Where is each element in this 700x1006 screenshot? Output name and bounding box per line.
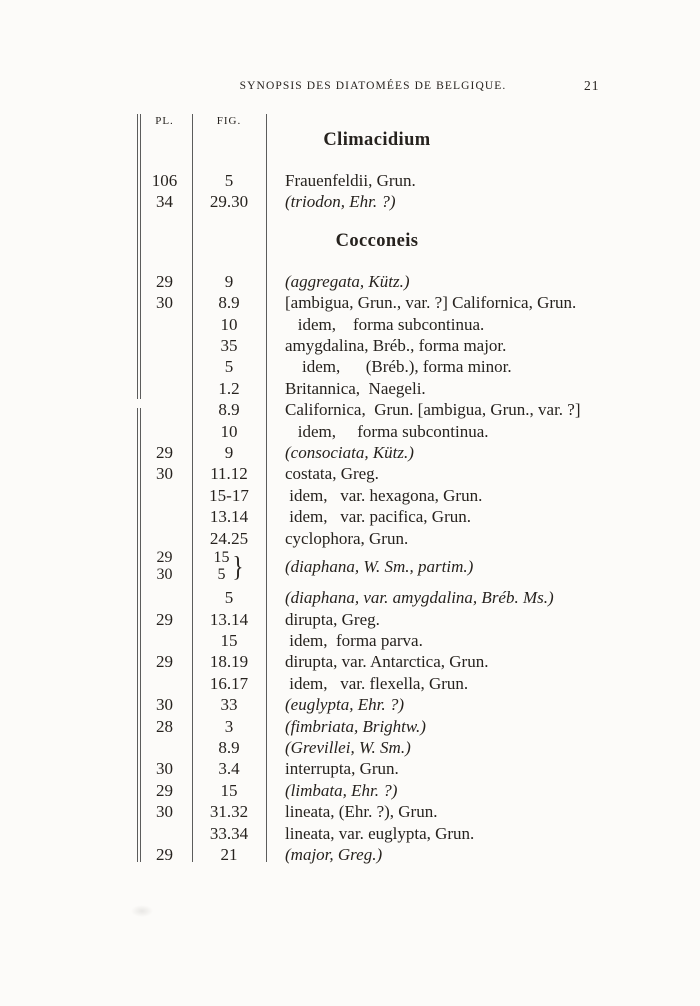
fig-cell: 9 [224, 443, 234, 463]
left-double-rule-outer [137, 114, 138, 862]
column-header-pl: PL. [155, 115, 174, 127]
species-name: (fimbriata, Brightw.) [285, 716, 426, 736]
fig-cell: 13.14 [209, 609, 249, 629]
species-name: idem, forma subcontinua. [285, 421, 489, 441]
table-row [137, 292, 682, 313]
pl-cell [137, 421, 192, 442]
pl-cell [137, 399, 192, 420]
species-name: (diaphana, W. Sm., partim.) [285, 556, 474, 576]
species-name: dirupta, Greg. [285, 609, 380, 629]
pl-cell [137, 673, 192, 694]
scan-smudge [131, 905, 153, 917]
pl-cell [137, 528, 192, 549]
fig-cell: 1.2 [218, 378, 240, 398]
pl-cell: 28 [156, 716, 173, 736]
pl-cell: 30 [156, 802, 173, 822]
pl-cell [137, 587, 192, 608]
species-name: cyclophora, Grun. [285, 528, 409, 548]
table-row [137, 609, 682, 630]
synopsis-table [137, 112, 682, 864]
pl-cell [137, 630, 192, 651]
pl-cell: 30 [156, 293, 173, 313]
species-name: costata, Greg. [285, 464, 379, 484]
table-row [137, 758, 682, 779]
species-name: lineata, var. euglypta, Grun. [285, 823, 475, 843]
table-row [137, 651, 682, 672]
fig-cell: 5 [224, 588, 234, 608]
table-row [137, 170, 682, 191]
brace-glyph: } [231, 550, 244, 583]
running-header: SYNOPSIS DES DIATOMÉES DE BELGIQUE. [239, 80, 507, 92]
column-header-fig: FIG. [216, 115, 242, 127]
fig-cell: 15 [220, 780, 238, 800]
species-name: dirupta, var. Antarctica, Grun. [285, 652, 489, 672]
table-row [137, 694, 682, 715]
pl-cell: 29 [156, 443, 173, 463]
pl-cell [137, 737, 192, 758]
fig-cell: 21 [220, 844, 238, 864]
fig-cell: 35 [220, 336, 238, 356]
fig-cell: 10 [220, 421, 238, 441]
species-name: (euglypta, Ehr. ?) [285, 695, 404, 715]
fig-value: 5 [217, 565, 226, 583]
table-row [137, 442, 682, 463]
species-name: Frauenfeldii, Grun. [285, 171, 416, 190]
table-row [137, 716, 682, 737]
table-row [137, 314, 682, 335]
pl-cell: 30 [156, 464, 173, 484]
fig-cell: 5 [224, 357, 234, 377]
fig-cell: 15-17 [209, 485, 249, 505]
pl-cell [137, 485, 192, 506]
fig-cell: 24.25 [209, 528, 249, 548]
table-row [137, 823, 682, 844]
pl-cell [137, 356, 192, 377]
section-heading: Climacidium [323, 130, 431, 150]
species-name: idem, forma subcontinua. [285, 314, 485, 334]
table-row [137, 801, 682, 822]
species-name: (triodon, Ehr. ?) [285, 192, 396, 212]
fig-cell: 10 [220, 314, 238, 334]
fig-cell: 31.32 [209, 802, 249, 822]
fig-cell: 13.14 [209, 507, 249, 527]
fig-cell: 33.34 [209, 823, 249, 843]
table-row [137, 399, 682, 420]
pl-cell [137, 314, 192, 335]
table-row [137, 421, 682, 442]
pl-cell [137, 506, 192, 527]
table-row [137, 844, 682, 865]
pl-cell: 29 [156, 844, 173, 864]
pl-cell [137, 823, 192, 844]
table-row [137, 506, 682, 527]
species-name: idem, var. flexella, Grun. [285, 673, 469, 693]
page-number: 21 [584, 78, 600, 93]
pl-cell: 106 [151, 171, 178, 190]
species-name: idem, (Bréb.), forma minor. [285, 357, 512, 377]
pl-stack [137, 550, 192, 583]
fig-cell: 33 [220, 695, 238, 715]
table-row [137, 485, 682, 506]
fig-cell [192, 550, 266, 583]
table-row [137, 378, 682, 399]
pl-cell [137, 335, 192, 356]
fig-cell: 8.9 [218, 400, 240, 420]
species-name: (aggregata, Kütz.) [285, 271, 410, 291]
fig-name-separator-rule [266, 114, 267, 862]
table-row [137, 549, 682, 584]
left-rule-scan-gap [136, 399, 142, 408]
fig-cell: 11.12 [210, 464, 248, 484]
table-row [137, 271, 682, 292]
table-row [137, 587, 682, 608]
pl-cell: 30 [156, 695, 173, 715]
fig-stack [214, 550, 230, 583]
species-name: idem, var. pacifica, Grun. [285, 507, 471, 527]
table-row [137, 463, 682, 484]
section-heading: Cocconeis [335, 230, 419, 251]
pl-cell: 34 [156, 192, 173, 212]
pl-fig-separator-rule [192, 114, 193, 862]
pl-cell: 29 [156, 652, 173, 672]
species-name: (diaphana, var. amygdalina, Bréb. Ms.) [285, 588, 554, 608]
species-name: amygdalina, Bréb., forma major. [285, 336, 507, 356]
species-name: Californica, Grun. [ambigua, Grun., var. ?] [285, 400, 581, 420]
pl-cell: 29 [156, 780, 173, 800]
fig-cell: 18.19 [209, 652, 249, 672]
table-row [137, 630, 682, 651]
pl-value: 30 [156, 565, 173, 583]
species-name: lineata, (Ehr. ?), Grun. [285, 802, 438, 822]
fig-cell: 15 [220, 630, 238, 650]
pl-cell: 29 [156, 271, 173, 291]
species-name: interrupta, Grun. [285, 759, 399, 779]
fig-brace-wrap [192, 550, 266, 583]
table-row [137, 737, 682, 758]
fig-cell: 3.4 [218, 759, 240, 779]
pl-cell: 30 [156, 759, 173, 779]
pl-cell: 29 [156, 609, 173, 629]
species-name: (consociata, Kütz.) [285, 443, 414, 463]
table-row [137, 673, 682, 694]
species-name: (limbata, Ehr. ?) [285, 780, 398, 800]
fig-cell: 8.9 [218, 293, 240, 313]
pl-cell [137, 378, 192, 399]
table-body [137, 126, 682, 865]
pl-cell [137, 550, 192, 583]
species-name: (Grevillei, W. Sm.) [285, 737, 411, 757]
table-row [137, 780, 682, 801]
table-row [137, 528, 682, 549]
species-name: idem, var. hexagona, Grun. [285, 485, 483, 505]
table-row [137, 335, 682, 356]
fig-cell: 29.30 [209, 192, 249, 212]
left-double-rule-inner [140, 114, 141, 862]
fig-cell: 8.9 [218, 737, 240, 757]
fig-value: 15 [213, 549, 230, 567]
species-name: idem, forma parva. [285, 630, 423, 650]
table-row [137, 356, 682, 377]
species-name: [ambigua, Grun., var. ?] Californica, Grun. [285, 293, 577, 313]
fig-cell: 5 [224, 171, 234, 190]
fig-cell: 3 [224, 716, 234, 736]
fig-cell: 16.17 [209, 673, 249, 693]
species-name: Britannica, Naegeli. [285, 378, 426, 398]
fig-cell: 9 [224, 271, 234, 291]
table-row [137, 191, 682, 212]
species-name: (major, Greg.) [285, 844, 383, 864]
pl-value: 29 [156, 549, 173, 567]
